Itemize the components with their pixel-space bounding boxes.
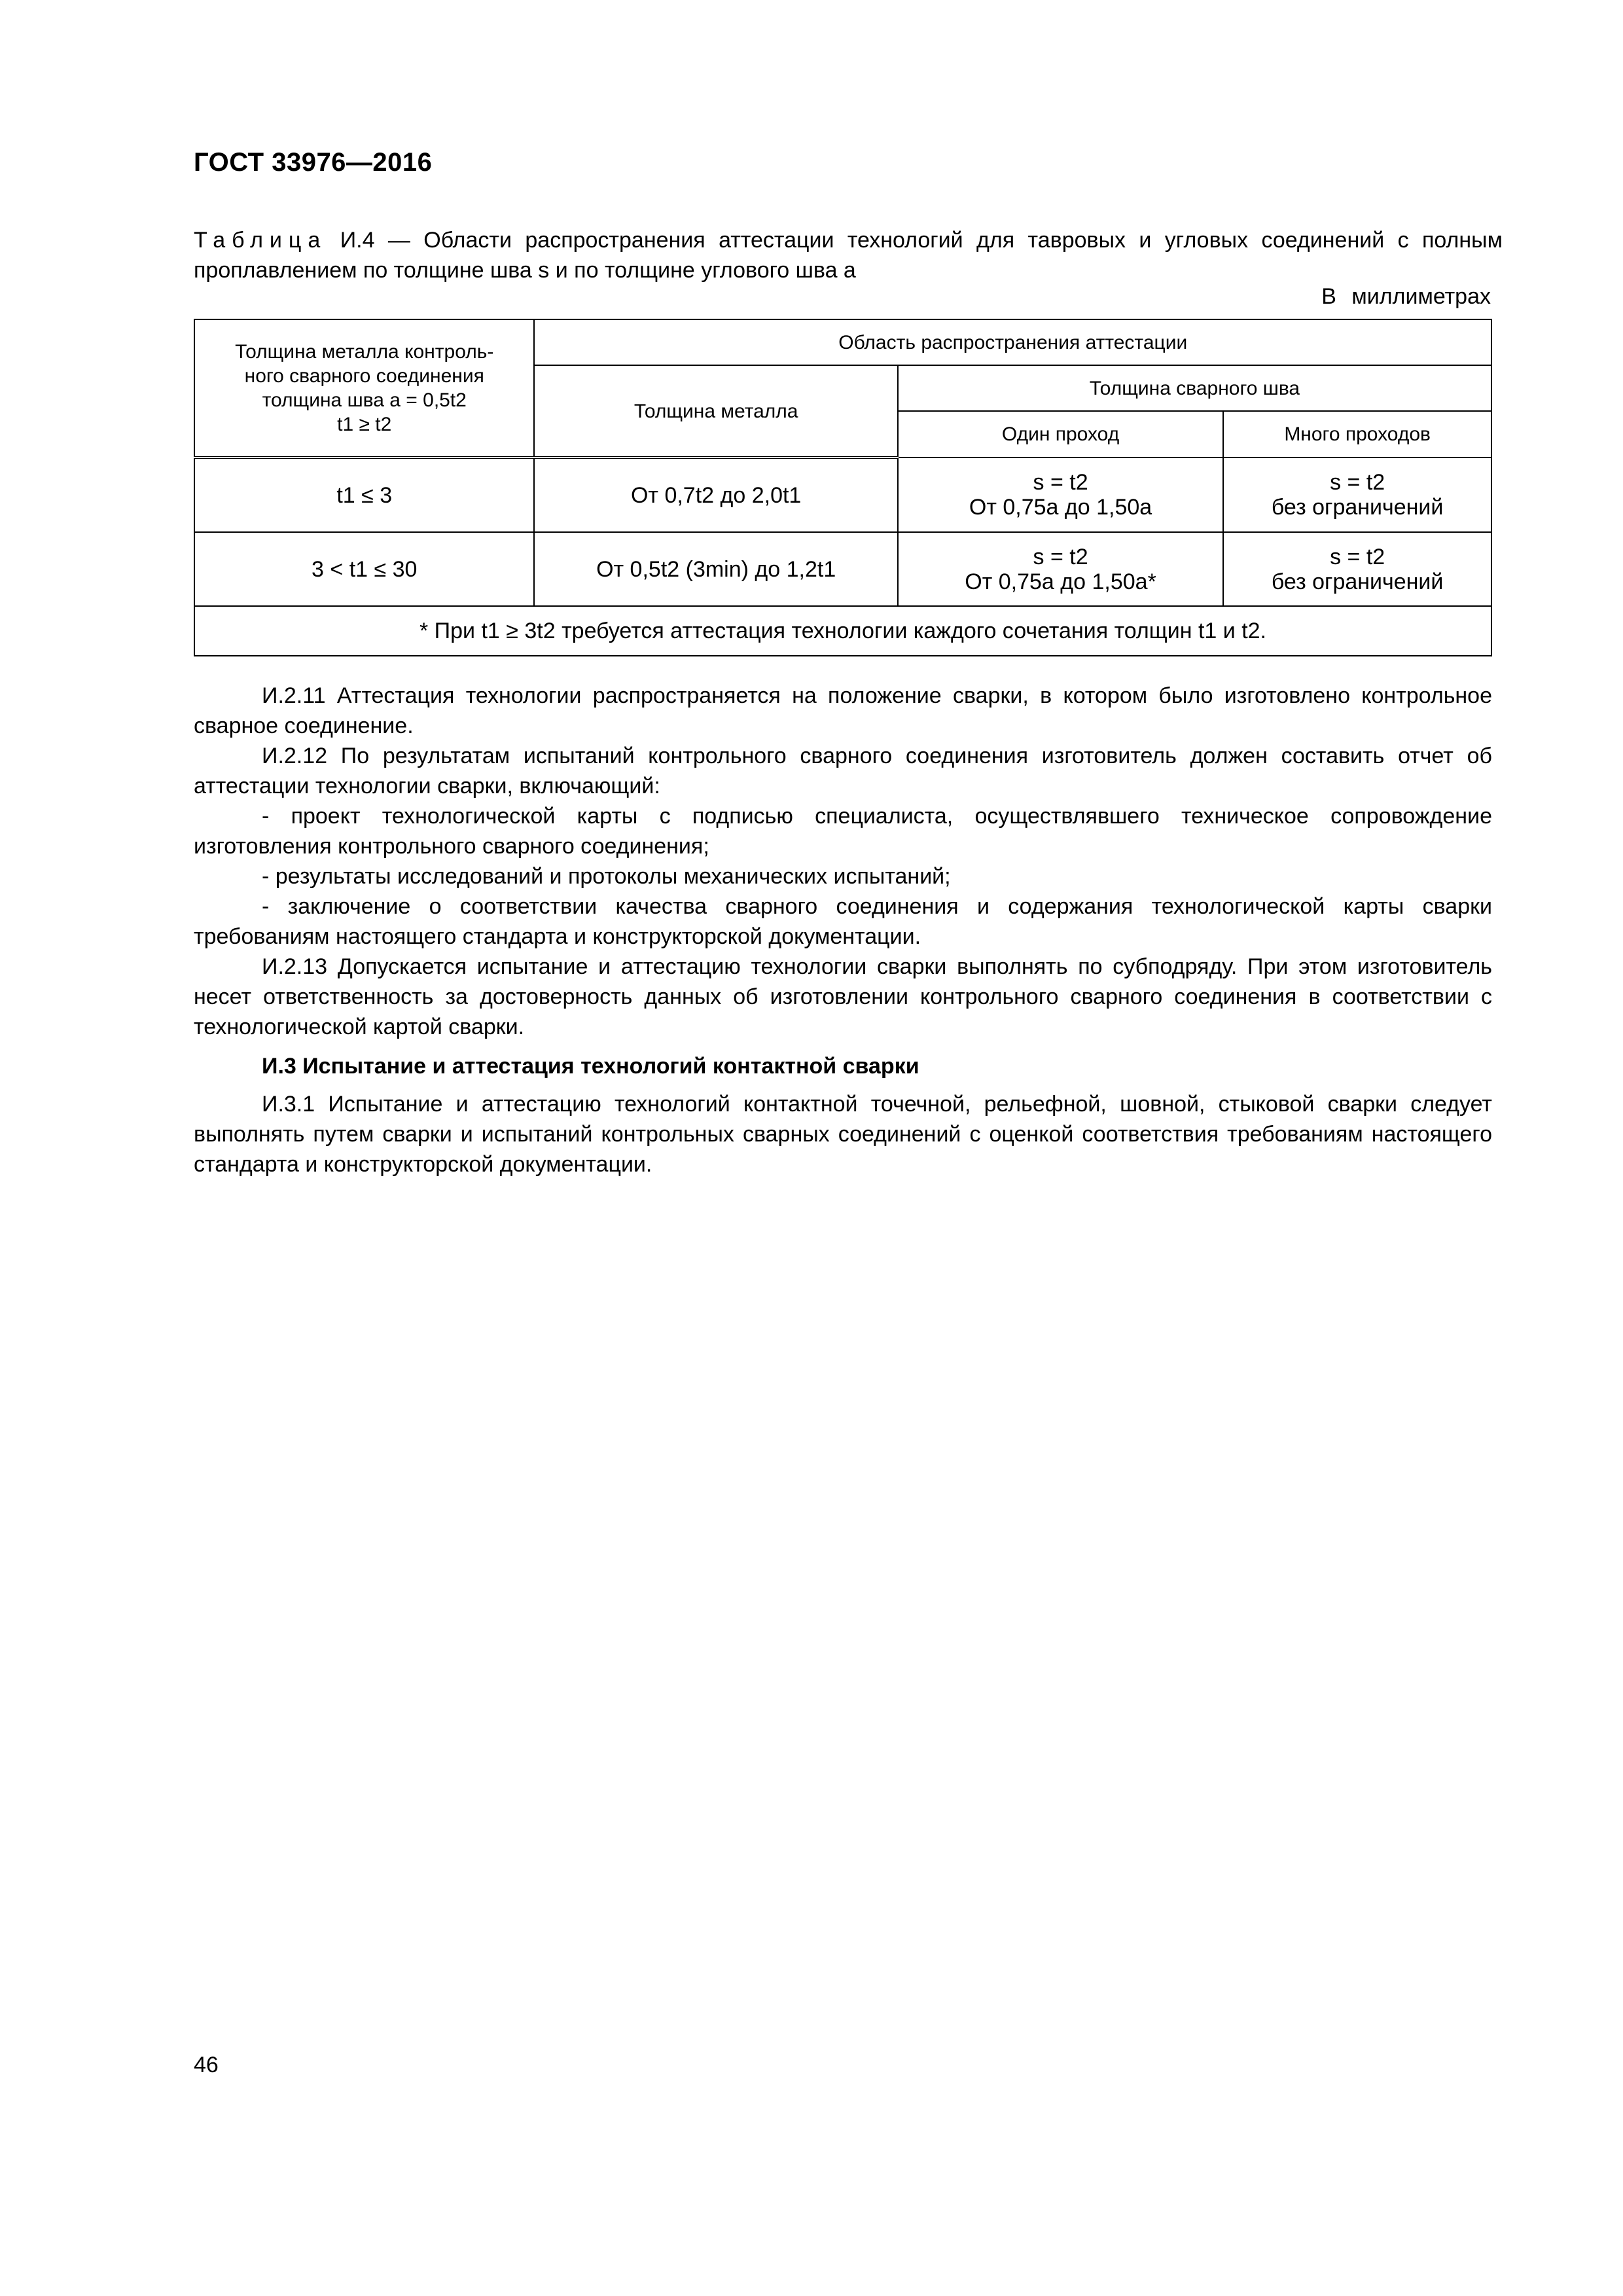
row2-single-pass-line1: s = t2	[1033, 544, 1088, 569]
paragraph-i-2-13: И.2.13 Допускается испытание и аттестацию технологии сварки выполнять по субподряду. При этом изготовитель несет ответственность за достоверность данных об изготовлении контрольного сварного соединения в соответствии с технологической картой сварки.	[194, 954, 1492, 1039]
row2-multi-pass	[1223, 532, 1491, 606]
units-note: В миллиметрах	[1321, 284, 1491, 309]
weld-thickness-header: Толщина сварного шва	[898, 365, 1491, 411]
row2-multi-pass-line1: s = t2	[1330, 544, 1385, 569]
row2-metal-range: От 0,5t2 (3min) до 1,2t1	[534, 532, 897, 606]
paragraph-i-3-1: И.3.1 Испытание и аттестацию технологий контактной точечной, рельефной, шовной, стыковой сварки следует выполнять путем сварки и испытаний контрольных сварных соединений с оценкой соответствия требованиям настоящего стандарта и конструкторской документации.	[194, 1092, 1492, 1177]
table-caption-text: И.4 — Области распространения аттестации технологий для тавровых и угловых соединений с полным проплавлением по толщине шва s и по толщине углового шва a	[194, 228, 1503, 283]
list-item-test-results: - результаты исследований и протоколы механических испытаний;	[262, 864, 951, 889]
row1-multi-pass-line2: без ограничений	[1271, 495, 1444, 520]
col-thickness-header-line4: t1 ≥ t2	[337, 414, 392, 435]
table-row	[194, 457, 1491, 532]
table-caption-prefix: Таблица	[194, 228, 327, 253]
col-thickness-header-line2: ного сварного соединения	[244, 365, 484, 387]
row1-single-pass-line1: s = t2	[1033, 470, 1088, 495]
page-number: 46	[194, 2053, 219, 2077]
row2-single-pass-line2: От 0,75a до 1,50a*	[965, 569, 1156, 594]
row1-thickness: t1 ≤ 3	[194, 457, 534, 532]
qualification-table	[194, 319, 1492, 656]
metal-thickness-header: Толщина металла	[534, 365, 897, 457]
paragraph-i-2-11: И.2.11 Аттестация технологии распространяется на положение сварки, в котором было изготовлено контрольное сварное соединение.	[194, 683, 1492, 738]
document-header: ГОСТ 33976—2016	[194, 148, 433, 177]
list-item-draft-card: - проект технологической карты с подписью специалиста, осуществлявшего техническое сопровождение изготовления контрольного сварного соединения;	[194, 804, 1492, 859]
col-thickness-header-line1: Толщина металла контроль-	[235, 341, 494, 363]
section-heading: И.3 Испытание и аттестация технологий контактной сварки	[262, 1054, 919, 1079]
row1-single-pass	[898, 457, 1223, 532]
table-footnote: * При t1 ≥ 3t2 требуется аттестация технологии каждого сочетания толщин t1 и t2.	[194, 606, 1491, 656]
group-header: Область распространения аттестации	[534, 319, 1491, 365]
row2-thickness: 3 < t1 ≤ 30	[194, 532, 534, 606]
table-caption	[194, 225, 1503, 285]
multi-pass-header: Много проходов	[1223, 411, 1491, 457]
row2-multi-pass-line2: без ограничений	[1271, 569, 1444, 594]
row1-single-pass-line2: От 0,75a до 1,50a	[969, 495, 1152, 520]
table-row	[194, 532, 1491, 606]
row1-multi-pass-line1: s = t2	[1330, 470, 1385, 495]
body-text	[194, 681, 1492, 1179]
single-pass-header: Один проход	[898, 411, 1223, 457]
list-item-conclusion: - заключение о соответствии качества сварного соединения и содержания технологической карты сварки требованиям настоящего стандарта и конструкторской документации.	[194, 894, 1492, 949]
col-thickness-header-line3: толщина шва a = 0,5t2	[262, 389, 467, 411]
paragraph-i-2-12: И.2.12 По результатам испытаний контрольного сварного соединения изготовитель должен составить отчет об аттестации технологии сварки, включающий:	[194, 744, 1492, 798]
col-thickness-header	[194, 319, 534, 457]
row1-metal-range: От 0,7t2 до 2,0t1	[534, 457, 897, 532]
row2-single-pass	[898, 532, 1223, 606]
row1-multi-pass	[1223, 457, 1491, 532]
